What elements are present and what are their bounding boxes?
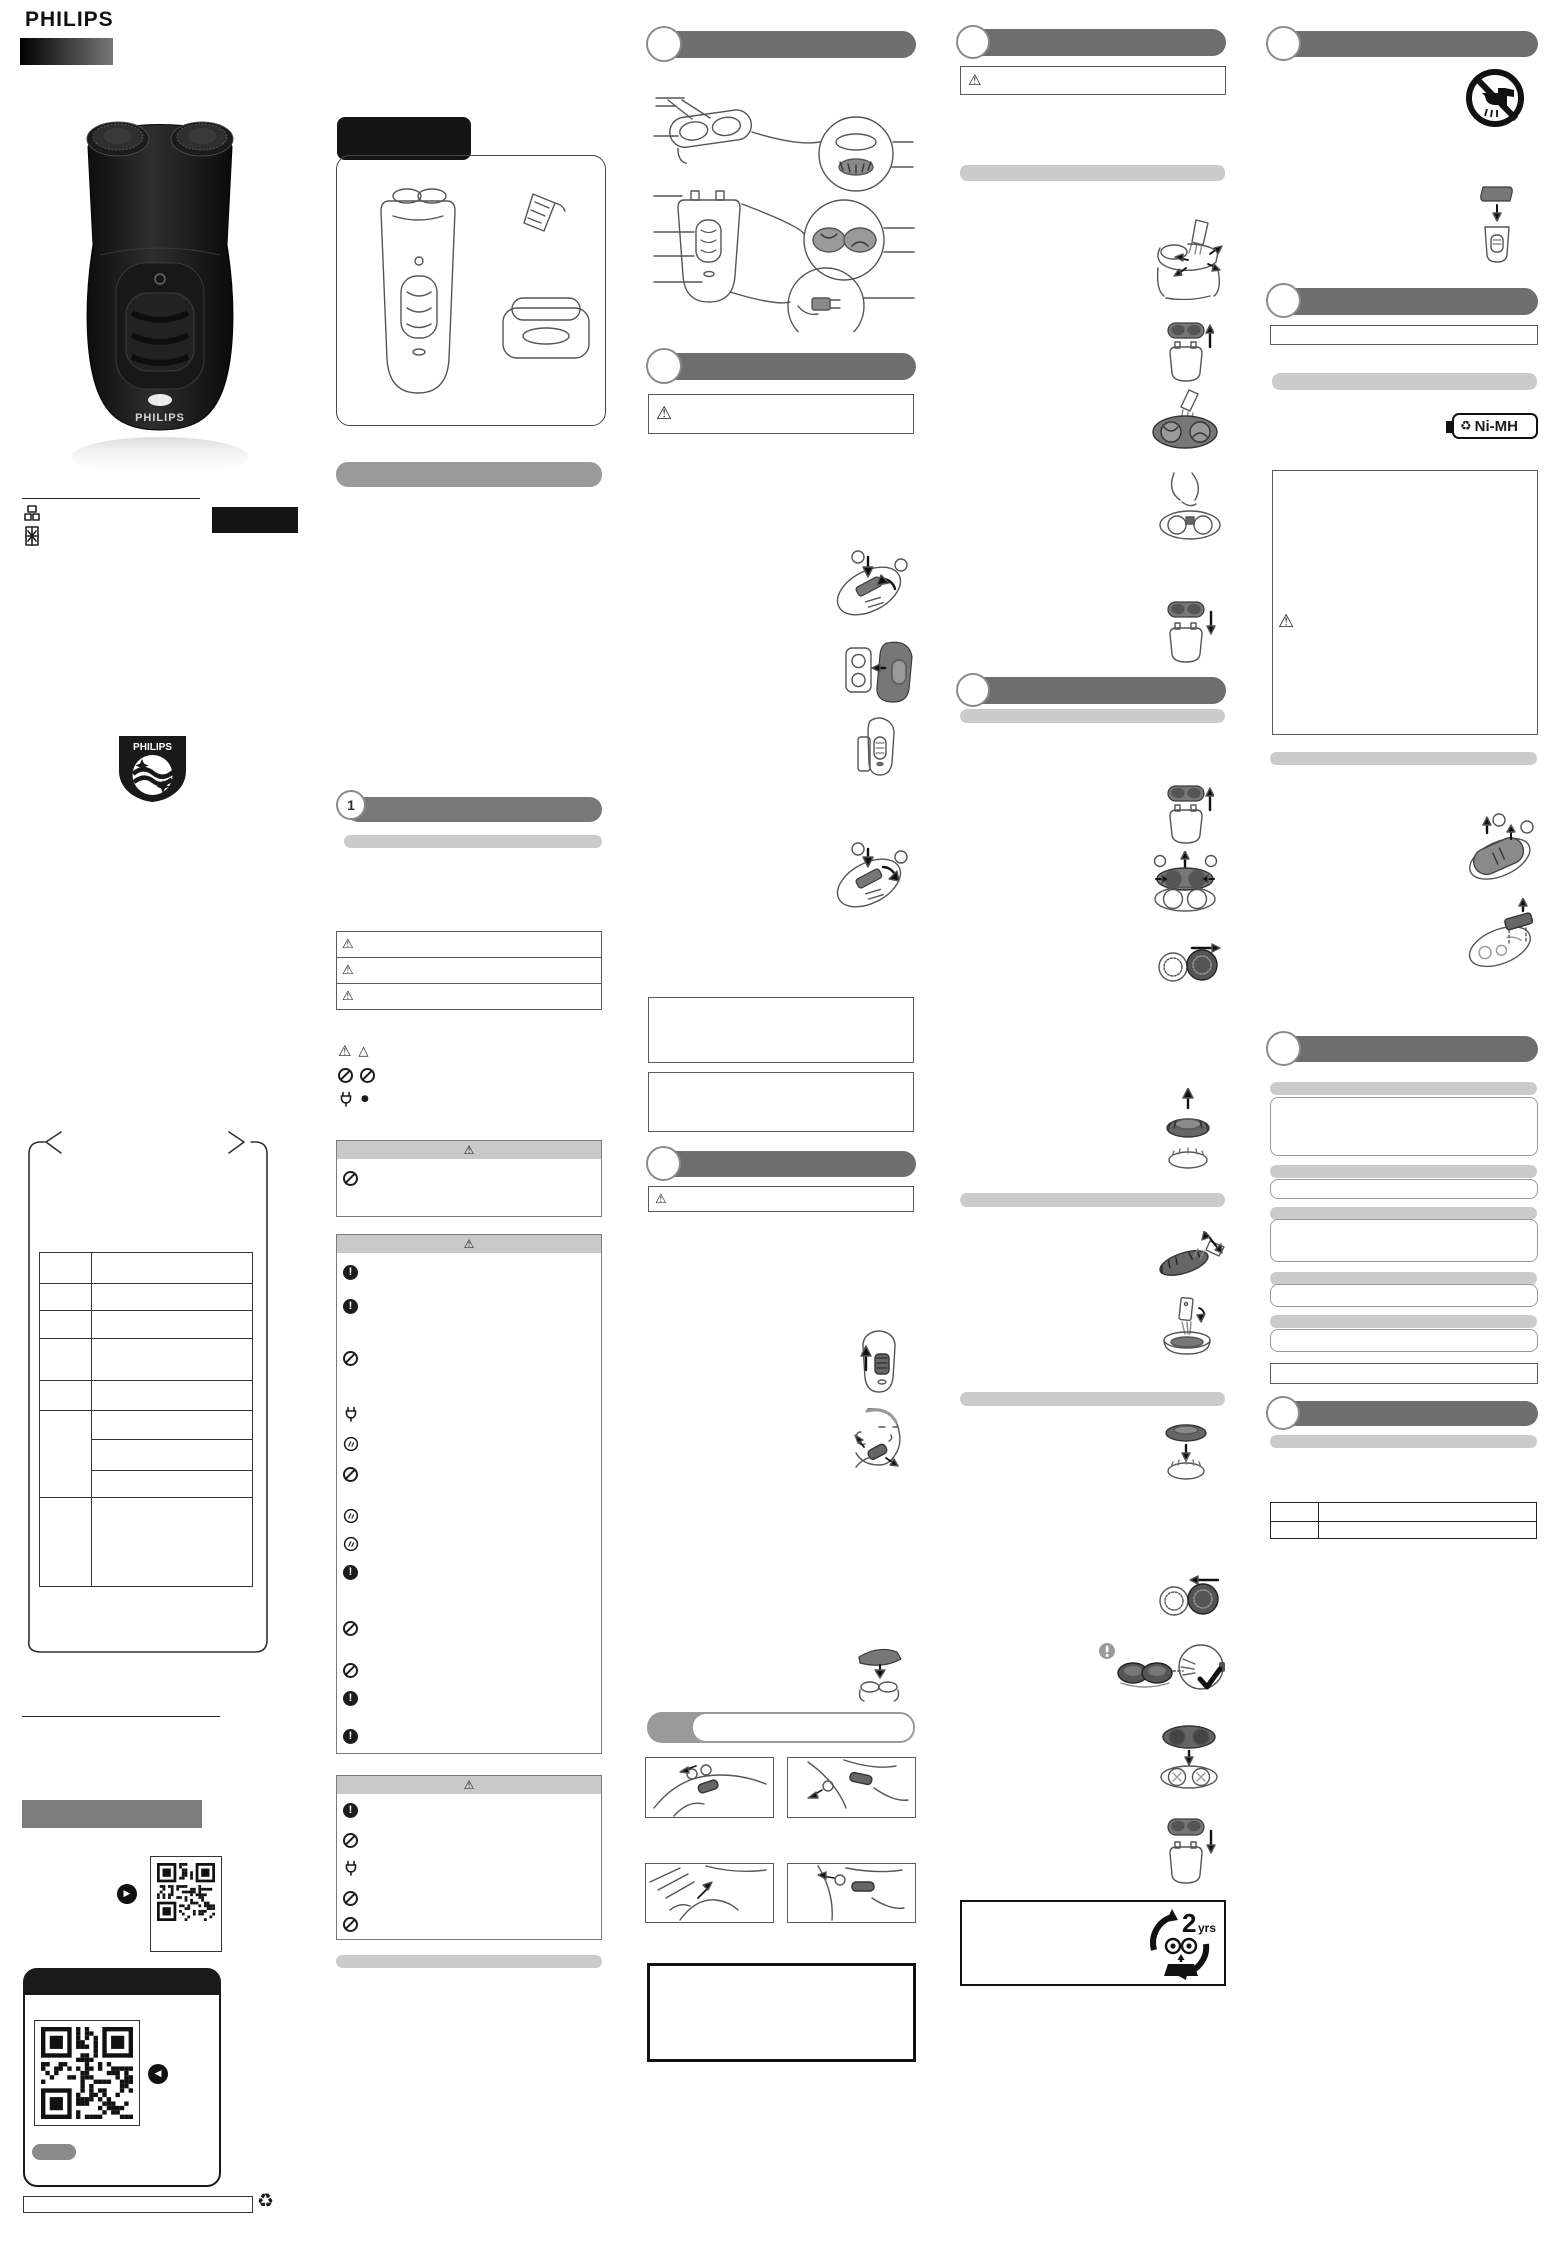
- subbar: [960, 709, 1225, 723]
- fig-reattach-unit: [1164, 1813, 1216, 1885]
- fig-place-cutter: [1162, 1421, 1210, 1483]
- prohibition-icon: [343, 1663, 358, 1678]
- use-warning-box: [648, 1186, 914, 1212]
- product-number-label: [24, 505, 40, 547]
- section-circle: [646, 26, 682, 62]
- section-circle: [646, 348, 682, 384]
- section-bar-intro: [336, 462, 602, 487]
- prohibition-icon: [343, 1351, 358, 1366]
- section-circle: [646, 1146, 681, 1181]
- spec-value-box: [1270, 1329, 1538, 1352]
- cleaning-warning-box: [960, 66, 1226, 95]
- prohibition-icon: [338, 1068, 353, 1083]
- caution-box: [336, 1775, 602, 1940]
- section-circle: [956, 25, 990, 59]
- fig-store-with-cap: [1477, 183, 1517, 263]
- app-promo-panel: [23, 1968, 221, 2187]
- svg-text:yrs: yrs: [1198, 1921, 1217, 1935]
- warning-box: [336, 1234, 602, 1754]
- scene-box-3: [645, 1863, 774, 1923]
- play-icon: ▶: [117, 1884, 137, 1904]
- dot-icon: ●: [361, 1093, 369, 1104]
- philips-wordmark: PHILIPS: [25, 8, 114, 31]
- safety-notice-rows: [336, 931, 602, 1010]
- support-table: [1270, 1502, 1537, 1539]
- fig-insert-blades: [1159, 1723, 1219, 1789]
- recycle-icon: ♻: [257, 2190, 275, 2212]
- prohibition-icon: [343, 1467, 358, 1482]
- parts-diagram: [648, 92, 915, 332]
- fig-shaving-face: [838, 1405, 911, 1471]
- section-circle: [1266, 1396, 1300, 1430]
- qr-code: [157, 1863, 215, 1921]
- section-header-support: [1266, 1396, 1538, 1430]
- safety-subbar: [344, 835, 602, 848]
- warning-outline-icon: △: [358, 1044, 369, 1059]
- section-header-specs: [1266, 1031, 1538, 1066]
- recycle-icon: ♻: [1460, 418, 1472, 434]
- fig-attach-shaving-unit: [1164, 596, 1216, 664]
- philips-shield-logo: [115, 733, 190, 805]
- splash-icon: [343, 1436, 359, 1452]
- exclamation-icon: !: [343, 1729, 358, 1744]
- divider-line: [22, 498, 200, 499]
- section-header-notes: [1266, 26, 1538, 61]
- warning-icon: ⚠: [342, 937, 354, 952]
- warning-icon: ⚠: [463, 1237, 475, 1251]
- note-box-1: [648, 997, 914, 1063]
- warning-icon: ⚠: [968, 71, 982, 89]
- video-section-bar: [22, 1800, 202, 1828]
- warning-icon: ⚠: [1278, 611, 1295, 632]
- spec-value-box: [1270, 1284, 1538, 1307]
- fig-brush-shaving-head: [1152, 218, 1224, 300]
- product-spec-table: [39, 1252, 253, 1587]
- fig-charging-stand: [856, 713, 900, 779]
- fig-remove-blade: [1156, 471, 1224, 543]
- svg-text:PHILIPS: PHILIPS: [133, 742, 172, 753]
- warning-icon: ⚠: [463, 1778, 475, 1792]
- subbar: [960, 165, 1225, 181]
- no-rinse-under-tap-icon: [1462, 66, 1528, 130]
- fig-release-retaining-frame: [1152, 851, 1218, 913]
- section-circle: [1266, 26, 1301, 61]
- notice-box: [647, 1963, 916, 2062]
- legend-row-prohibition: [338, 1068, 375, 1083]
- subbar: [960, 1392, 1225, 1406]
- fig-open-back-panel: [1463, 813, 1535, 885]
- scene-box-4: [787, 1863, 916, 1923]
- section-header-cleaning: [956, 25, 1226, 59]
- plug-icon: [338, 1091, 354, 1107]
- svg-text:2: 2: [1182, 1908, 1197, 1938]
- subbar: [1272, 373, 1537, 390]
- fig-brush-inner-blades: [1149, 388, 1221, 454]
- spec-label-bar: [1270, 1315, 1537, 1328]
- warranty-box: [960, 1900, 1226, 1986]
- qr-code-2: [41, 2027, 133, 2119]
- fig-release-plug: [831, 545, 908, 620]
- warranty-2yrs-logo: [1142, 1906, 1218, 1980]
- spec-value-box: [1270, 1219, 1538, 1262]
- fig-remove-battery: [1465, 898, 1538, 968]
- divider-line-2: [22, 1716, 220, 1717]
- section-header-battery: [1266, 283, 1538, 318]
- model-badge: [212, 507, 298, 533]
- fig-rinse-in-bowl: [1161, 1296, 1212, 1364]
- prohibition-icon: [343, 1621, 358, 1636]
- warning-icon: ⚠: [342, 989, 354, 1004]
- safety-section-header: [336, 790, 602, 822]
- qr-code-box-2: [34, 2020, 140, 2126]
- footer-bar: [23, 2196, 253, 2213]
- tip-pill: [647, 1712, 915, 1743]
- plug-icon: [343, 1406, 359, 1422]
- package-contents-box: [336, 155, 606, 426]
- product-photo: [30, 95, 290, 485]
- legend-row-warning: [338, 1044, 368, 1059]
- legend-row-mandatory: [338, 1091, 369, 1107]
- exclamation-icon: !: [343, 1691, 358, 1706]
- section-header-parts: [646, 26, 916, 62]
- language-badge: [337, 117, 471, 160]
- section-circle: [1266, 1031, 1301, 1066]
- charging-warning-box: [648, 394, 914, 434]
- spec-label-bar: [1270, 1082, 1537, 1095]
- prohibition-icon: [343, 1917, 358, 1932]
- spec-note-strip: [1270, 1363, 1538, 1384]
- splash-icon: [343, 1536, 359, 1552]
- plug-icon: [343, 1860, 359, 1876]
- prohibition-icon: [343, 1171, 358, 1186]
- subbar: [336, 1955, 602, 1968]
- section-header-charging: [646, 348, 916, 384]
- subbar: [1270, 1435, 1537, 1448]
- exclamation-icon: !: [343, 1565, 358, 1580]
- section-header-use: [646, 1146, 916, 1181]
- exclamation-icon: !: [343, 1803, 358, 1818]
- prohibition-icon: [343, 1891, 358, 1906]
- nimh-battery-badge: ♻ Ni-MH: [1452, 413, 1538, 439]
- fig-slide-cutter-out: [1152, 940, 1224, 984]
- fig-plug-into-outlet: [843, 638, 916, 704]
- prohibition-icon: [360, 1068, 375, 1083]
- section-header-replacement: [956, 673, 1226, 707]
- splash-icon: [343, 1508, 359, 1524]
- subbar: [1270, 752, 1537, 765]
- note-box-2: [648, 1072, 914, 1132]
- exclamation-icon: !: [343, 1299, 358, 1314]
- warning-icon: ⚠: [655, 1191, 667, 1207]
- fig-slide-cutter-in: [1154, 1572, 1224, 1620]
- fig-brush-cutter: [1154, 1231, 1228, 1284]
- subbar: [960, 1193, 1225, 1207]
- fig-attach-cap: [851, 1645, 904, 1703]
- play-left-icon: ◀: [148, 2064, 168, 2084]
- warning-icon: ⚠: [338, 1042, 352, 1060]
- danger-box: [336, 1140, 602, 1217]
- fig-fold-plug: [831, 837, 908, 912]
- battery-warning-box: [1272, 470, 1538, 735]
- spec-value-box: [1270, 1097, 1538, 1156]
- panel-header: [24, 1969, 220, 1995]
- section-circle: [956, 673, 990, 707]
- scene-box-1: [645, 1757, 774, 1818]
- fig-slide-trimmer-up: [853, 1328, 905, 1398]
- step-number-circle: 1: [336, 790, 366, 820]
- spec-value-box: [1270, 1179, 1538, 1199]
- battery-note-strip: [1270, 325, 1538, 345]
- fig-check-alignment: [1097, 1641, 1225, 1695]
- qr-code-box: [150, 1856, 222, 1952]
- warning-icon: ⚠: [656, 403, 673, 424]
- spec-label-bar: [1270, 1165, 1537, 1178]
- section-circle: [1266, 283, 1301, 318]
- fig-remove-shaving-unit: [1164, 315, 1214, 383]
- fig-lift-cutter: [1162, 1088, 1214, 1178]
- warning-icon: ⚠: [463, 1143, 475, 1157]
- store-pill: [32, 2144, 76, 2160]
- exclamation-icon: !: [343, 1265, 358, 1280]
- prohibition-icon: [343, 1833, 358, 1848]
- brand-gradient-box: [20, 38, 113, 65]
- fig-remove-unit-2: [1164, 780, 1214, 845]
- warning-icon: ⚠: [342, 963, 354, 978]
- svg-text:PHILIPS: PHILIPS: [135, 412, 185, 424]
- scene-box-2: [787, 1757, 916, 1818]
